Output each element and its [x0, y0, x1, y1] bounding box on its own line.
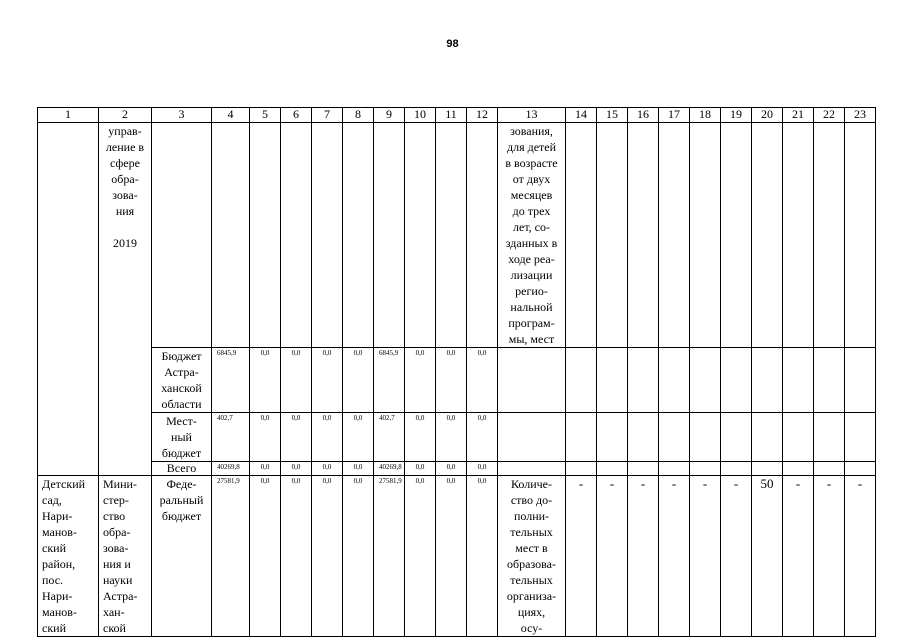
header-cell: 1 — [38, 108, 99, 123]
cell-object — [38, 123, 99, 476]
header-cell: 5 — [250, 108, 281, 123]
header-cell: 2 — [99, 108, 152, 123]
cell-target: - — [597, 476, 628, 637]
cell-object: Детский сад, Нари- манов- ский район, пос. Нари- манов- ский — [38, 476, 99, 637]
cell-responsible: управ- ление в сфере обра- зова- ния 2019 — [99, 123, 152, 476]
cell-value: 0,0 — [250, 476, 281, 637]
header-cell: 3 — [152, 108, 212, 123]
program-table — [37, 107, 876, 637]
cell-value: 0,0 — [436, 476, 467, 637]
cell-value: 402,7 — [374, 413, 405, 462]
header-cell: 21 — [783, 108, 814, 123]
table-row — [38, 476, 876, 637]
header-cell: 23 — [845, 108, 876, 123]
table-row — [38, 413, 876, 462]
table-row — [38, 123, 876, 348]
cell-target: 50 — [752, 476, 783, 637]
cell-source: Всего — [152, 462, 212, 476]
cell-value: 27581,9 — [212, 476, 250, 637]
cell-value: 6845,9 — [374, 348, 405, 413]
cell-source — [152, 123, 212, 348]
header-cell: 9 — [374, 108, 405, 123]
cell-value: 0,0 — [436, 462, 467, 476]
header-row — [38, 108, 876, 123]
cell-value: 0,0 — [250, 348, 281, 413]
cell-value: 0,0 — [405, 348, 436, 413]
cell-value: 0,0 — [467, 476, 498, 637]
header-cell: 15 — [597, 108, 628, 123]
header-cell: 10 — [405, 108, 436, 123]
cell-source: Бюджет Астра- ханской области — [152, 348, 212, 413]
cell-value: 0,0 — [405, 413, 436, 462]
cell-indicator: зования, для детей в возрасте от двух месяцев до трех лет, со- зданных в ходе реа- лизации регио- нальной програм- мы, мест — [498, 123, 566, 348]
cell-responsible: Мини- стер- ство обра- зова- ния и науки Астра- хан- ской — [99, 476, 152, 637]
header-cell: 13 — [498, 108, 566, 123]
cell-value: 6845,9 — [212, 348, 250, 413]
cell-value: 0,0 — [343, 348, 374, 413]
header-cell: 11 — [436, 108, 467, 123]
cell-value: 0,0 — [405, 462, 436, 476]
header-cell: 22 — [814, 108, 845, 123]
header-cell: 14 — [566, 108, 597, 123]
header-cell: 8 — [343, 108, 374, 123]
cell-value: 0,0 — [250, 413, 281, 462]
cell-value: 0,0 — [467, 413, 498, 462]
cell-value: 0,0 — [281, 476, 312, 637]
header-cell: 16 — [628, 108, 659, 123]
cell-value: 0,0 — [343, 413, 374, 462]
cell-target: - — [814, 476, 845, 637]
cell-value: 0,0 — [281, 413, 312, 462]
cell-value: 0,0 — [312, 462, 343, 476]
header-cell: 20 — [752, 108, 783, 123]
page-number: 98 — [446, 38, 459, 50]
cell-value: 0,0 — [281, 348, 312, 413]
cell-source: Феде- ральный бюджет — [152, 476, 212, 637]
header-cell: 7 — [312, 108, 343, 123]
cell-value: 0,0 — [436, 413, 467, 462]
cell-value: 27581,9 — [374, 476, 405, 637]
cell-target: - — [721, 476, 752, 637]
header-cell: 17 — [659, 108, 690, 123]
cell-target: - — [845, 476, 876, 637]
cell-value: 0,0 — [343, 476, 374, 637]
table-row — [38, 348, 876, 413]
cell-target: - — [659, 476, 690, 637]
header-cell: 19 — [721, 108, 752, 123]
cell-value: 0,0 — [312, 476, 343, 637]
cell-value: 0,0 — [312, 348, 343, 413]
table-row — [38, 462, 876, 476]
cell-value: 402,7 — [212, 413, 250, 462]
header-cell: 12 — [467, 108, 498, 123]
cell-target: - — [566, 476, 597, 637]
cell-value: 0,0 — [405, 476, 436, 637]
cell-value: 0,0 — [281, 462, 312, 476]
cell-value: 40269,8 — [374, 462, 405, 476]
cell-value: 0,0 — [436, 348, 467, 413]
cell-value: 0,0 — [467, 462, 498, 476]
cell-source: Мест- ный бюджет — [152, 413, 212, 462]
cell-target: - — [783, 476, 814, 637]
header-cell: 18 — [690, 108, 721, 123]
header-cell: 4 — [212, 108, 250, 123]
cell-value: 40269,8 — [212, 462, 250, 476]
cell-value: 0,0 — [250, 462, 281, 476]
header-cell: 6 — [281, 108, 312, 123]
cell-indicator: Количе- ство до- полни- тельных мест в образова- тельных организа- циях, осу- — [498, 476, 566, 637]
cell-value: 0,0 — [343, 462, 374, 476]
cell-value: 0,0 — [467, 348, 498, 413]
cell-value: 0,0 — [312, 413, 343, 462]
cell-target: - — [690, 476, 721, 637]
cell-target: - — [628, 476, 659, 637]
